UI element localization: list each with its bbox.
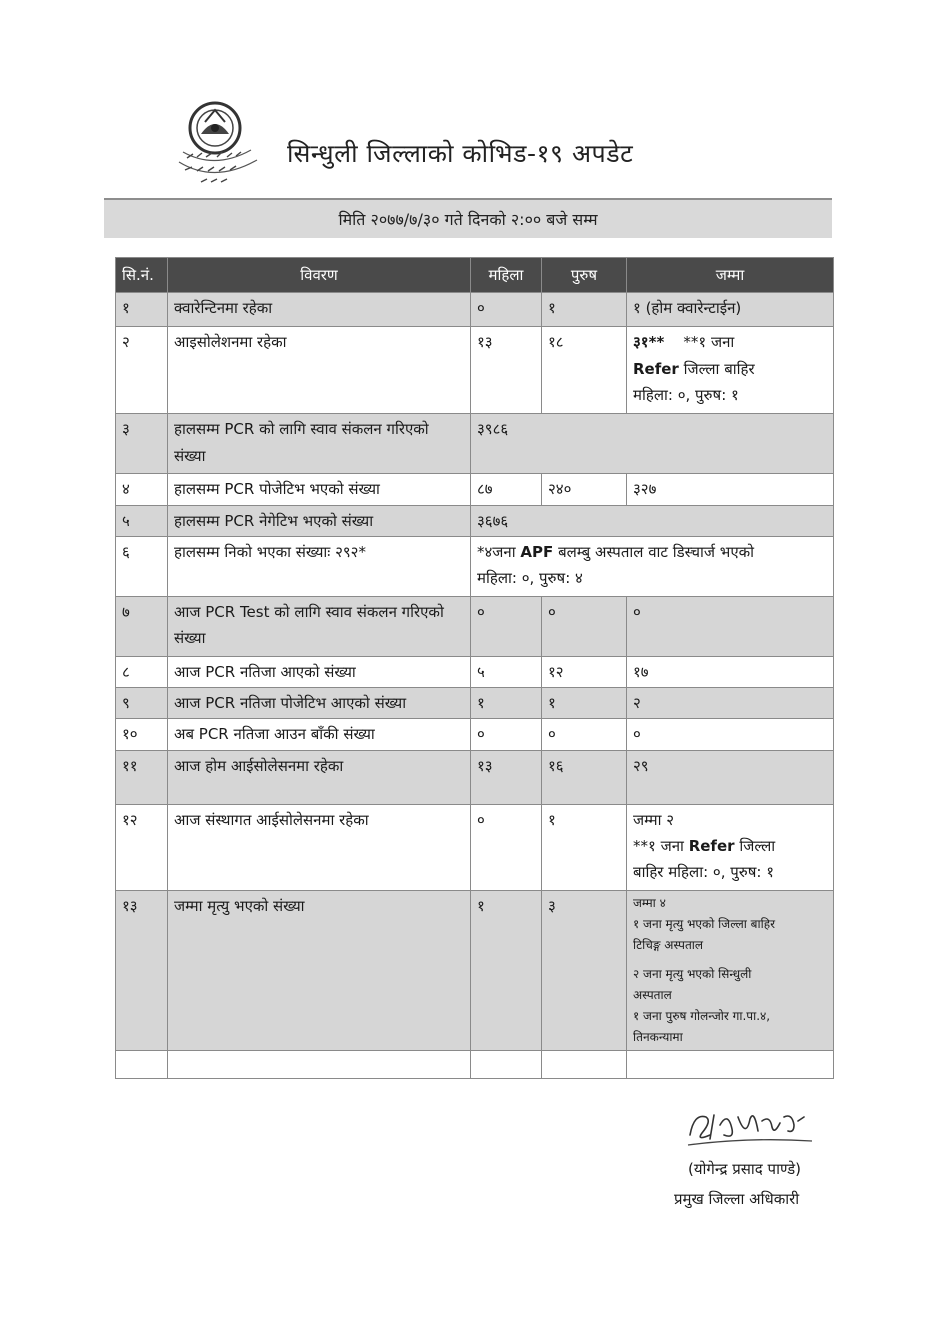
row-description: आइसोलेशनमा रहेका — [168, 327, 471, 414]
row-sn: १३ — [116, 890, 168, 1050]
row-female: ० — [471, 596, 542, 656]
row-male: ० — [542, 719, 627, 750]
row-description: आज संस्थागत आईसोलेसनमा रहेका — [168, 804, 471, 890]
row-female: ८७ — [471, 474, 542, 505]
row-description: हालसम्म PCR को लागि स्वाव संकलन गरिएको संख्या — [168, 414, 471, 474]
row-description: हालसम्म निको भएका संख्याः २९२* — [168, 536, 471, 596]
row-female: १ — [471, 890, 542, 1050]
row-female: १३ — [471, 750, 542, 804]
refer-label: Refer — [688, 836, 735, 855]
row-sn: ९ — [116, 688, 168, 719]
row-description: अब PCR नतिजा आउन बाँकी संख्या — [168, 719, 471, 750]
date-banner — [104, 198, 832, 238]
table-row — [116, 804, 834, 890]
row-male: ३ — [542, 890, 627, 1050]
handwritten-signature — [680, 1095, 820, 1155]
table-row — [116, 536, 834, 596]
row-sn: ५ — [116, 505, 168, 536]
row-description: आज PCR नतिजा पोजेटिभ आएको संख्या — [168, 688, 471, 719]
table-row — [116, 719, 834, 750]
table-row — [116, 505, 834, 536]
row-female: १ — [471, 688, 542, 719]
row-male: १२ — [542, 656, 627, 687]
row-description: क्वारेन्टिनमा रहेका — [168, 293, 471, 327]
row-description: हालसम्म PCR नेगेटिभ भएको संख्या — [168, 505, 471, 536]
row-male: १६ — [542, 750, 627, 804]
row-sn: ७ — [116, 596, 168, 656]
row-description: आज PCR Test को लागि स्वाव संकलन गरिएको संख्या — [168, 596, 471, 656]
row-male: १ — [542, 293, 627, 327]
row-description: हालसम्म PCR पोजेटिभ भएको संख्या — [168, 474, 471, 505]
empty-cell — [168, 1050, 471, 1078]
death-detail-line: १ जना मृत्यु भएको जिल्ला बाहिर — [633, 916, 776, 931]
table-row-empty — [116, 1050, 834, 1078]
col-header-total: जम्मा — [627, 258, 834, 293]
row-female: १३ — [471, 327, 542, 414]
refer-destination: जिल्ला — [739, 836, 776, 855]
table-row — [116, 327, 834, 414]
row-sn: ४ — [116, 474, 168, 505]
death-detail-line: तिनकन्यामा — [633, 1029, 683, 1044]
death-total: जम्मा ४ — [633, 895, 666, 910]
death-detail-line: १ जना पुरुष गोलन्जोर गा.पा.४, — [633, 1008, 771, 1023]
recovered-hospital: बलम्बु अस्पताल वाट डिस्चार्ज भएको — [558, 542, 755, 561]
row-male: १८ — [542, 327, 627, 414]
row-total: १ (होम क्वारेन्टाईन) — [627, 293, 834, 327]
row-note — [471, 536, 834, 596]
row-total: २९ — [627, 750, 834, 804]
refer-destination: जिल्ला बाहिर — [683, 359, 755, 378]
row-female: ५ — [471, 656, 542, 687]
table-row — [116, 890, 834, 1050]
row-total: १७ — [627, 656, 834, 687]
signature-block — [660, 1095, 860, 1225]
row-sn: ३ — [116, 414, 168, 474]
empty-cell — [116, 1050, 168, 1078]
row-male: ० — [542, 596, 627, 656]
government-seal-icon — [165, 92, 270, 192]
row-sn: १ — [116, 293, 168, 327]
row-sn: १० — [116, 719, 168, 750]
col-header-female: महिला — [471, 258, 542, 293]
row-total — [627, 890, 834, 1050]
recovered-note: *४जना — [477, 542, 516, 561]
row-sn: २ — [116, 327, 168, 414]
death-detail-line: टिचिङ्ग अस्पताल — [633, 937, 704, 952]
document-header — [165, 92, 765, 192]
row-sn: ६ — [116, 536, 168, 596]
row-total: ३२७ — [627, 474, 834, 505]
row-value: ३६७६ — [471, 505, 834, 536]
col-header-sn: सि.नं. — [116, 258, 168, 293]
total-count: ३१** — [633, 333, 665, 352]
empty-cell — [542, 1050, 627, 1078]
row-male: १ — [542, 688, 627, 719]
row-total — [627, 804, 834, 890]
table-row — [116, 656, 834, 687]
row-value: ३९८६ — [471, 414, 834, 474]
table-row — [116, 414, 834, 474]
apf-label: APF — [520, 542, 554, 561]
empty-cell — [471, 1050, 542, 1078]
refer-breakdown: महिला: ०, पुरुष: १ — [633, 385, 739, 404]
row-description: आज PCR नतिजा आएको संख्या — [168, 656, 471, 687]
table-row — [116, 474, 834, 505]
row-total: ० — [627, 719, 834, 750]
row-description: जम्मा मृत्यु भएको संख्या — [168, 890, 471, 1050]
row-total: ० — [627, 596, 834, 656]
row-female: ० — [471, 293, 542, 327]
row-description: आज होम आईसोलेसनमा रहेका — [168, 750, 471, 804]
covid-update-table — [115, 257, 834, 1079]
row-male: १ — [542, 804, 627, 890]
death-detail-line: अस्पताल — [633, 987, 672, 1002]
table-row — [116, 750, 834, 804]
row-female: ० — [471, 719, 542, 750]
signatory-name: (योगेन्द्र प्रसाद पाण्डे) — [688, 1160, 801, 1178]
total-count: जम्मा २ — [633, 810, 675, 829]
recovered-breakdown: महिला: ०, पुरुष: ४ — [477, 569, 583, 587]
death-detail-line: २ जना मृत्यु भएको सिन्धुली — [633, 966, 752, 981]
col-header-male: पुरुष — [542, 258, 627, 293]
page-title: सिन्धुली जिल्लाको कोभिड-१९ अपडेट — [287, 139, 634, 168]
row-sn: १२ — [116, 804, 168, 890]
refer-label: Refer — [633, 359, 679, 378]
refer-note: **१ जना — [633, 836, 684, 855]
row-female: ० — [471, 804, 542, 890]
signatory-role: प्रमुख जिल्ला अधिकारी — [674, 1190, 800, 1208]
table-row — [116, 688, 834, 719]
col-header-description: विवरण — [168, 258, 471, 293]
refer-note: **१ जना — [683, 333, 735, 352]
date-text: मिति २०७७/७/३० गते दिनको २:०० बजे सम्म — [338, 210, 598, 229]
table-row — [116, 596, 834, 656]
row-male: २४० — [542, 474, 627, 505]
row-total: २ — [627, 688, 834, 719]
empty-cell — [627, 1050, 834, 1078]
row-sn: ८ — [116, 656, 168, 687]
table-row — [116, 293, 834, 327]
refer-breakdown: बाहिर महिला: ०, पुरुष: १ — [633, 863, 775, 881]
table-header-row — [116, 258, 834, 293]
row-sn: ११ — [116, 750, 168, 804]
row-total — [627, 327, 834, 414]
